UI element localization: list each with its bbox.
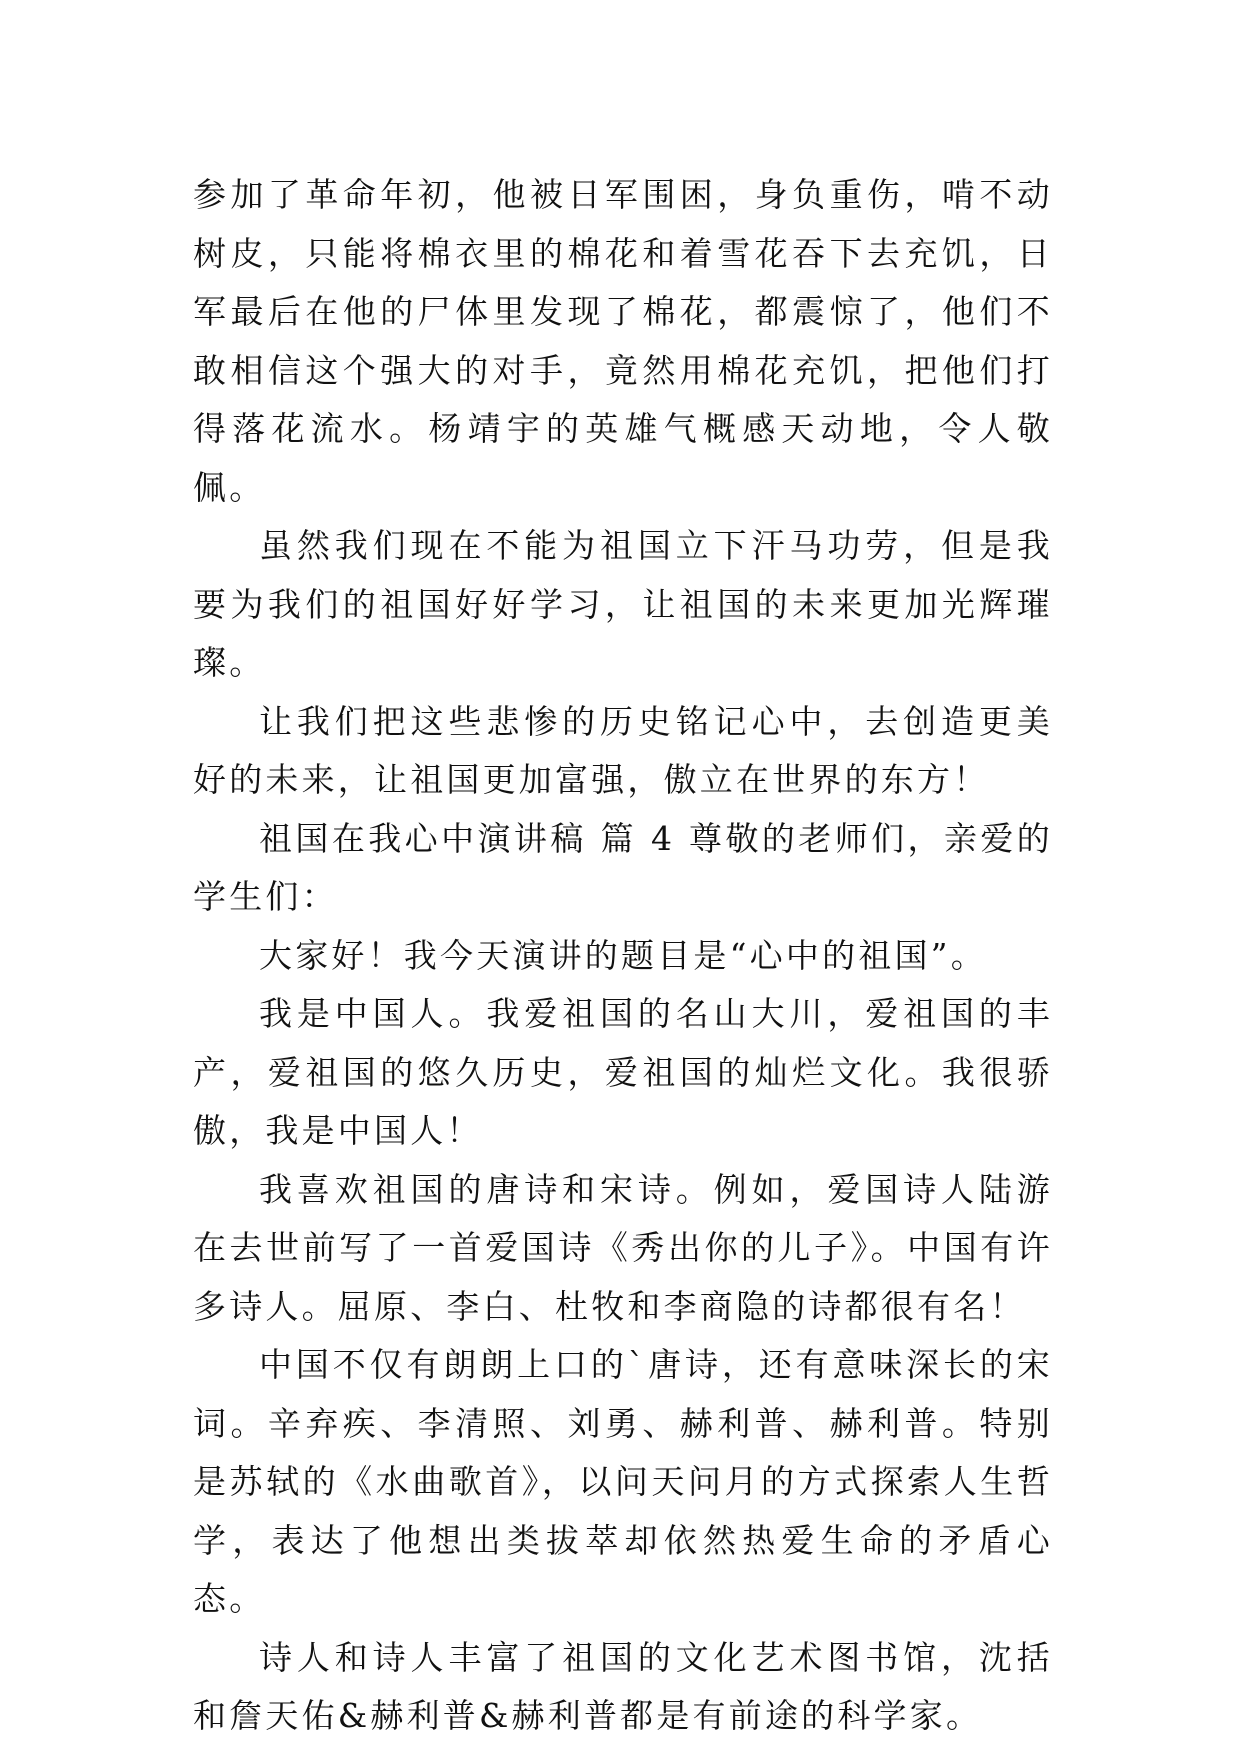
paragraph: 让我们把这些悲惨的历史铭记心中，去创造更美好的未来，让祖国更加富强，傲立在世界的东方！ bbox=[193, 701, 1053, 799]
document-body bbox=[193, 166, 1053, 1746]
section-heading-paragraph: 祖国在我心中演讲稿 篇 4 尊敬的老师们，亲爱的学生们： bbox=[193, 818, 1053, 916]
paragraph: 诗人和诗人丰富了祖国的文化艺术图书馆，沈括和詹天佑&赫利普&赫利普都是有前途的科学家。 bbox=[193, 1637, 1053, 1735]
paragraph: 我是中国人。我爱祖国的名山大川，爱祖国的丰产，爱祖国的悠久历史，爱祖国的灿烂文化。我很骄傲，我是中国人！ bbox=[193, 994, 1053, 1150]
paragraph: 大家好！我今天演讲的题目是“心中的祖国”。 bbox=[259, 935, 987, 975]
paragraph: 中国不仅有朗朗上口的`唐诗，还有意味深长的宋词。辛弃疾、李清照、刘勇、赫利普、赫利普。特别是苏轼的《水曲歌首》，以问天问月的方式探索人生哲学，表达了他想出类拔萃却依然热爱生命的矛盾心态。 bbox=[193, 1345, 1053, 1618]
paragraph: 我喜欢祖国的唐诗和宋诗。例如，爱国诗人陆游在去世前写了一首爱国诗《秀出你的儿子》。中国有许多诗人。屈原、李白、杜牧和李商隐的诗都很有名！ bbox=[193, 1169, 1053, 1326]
paragraph-continuation: 参加了革命年初，他被日军围困，身负重伤，啃不动树皮，只能将棉衣里的棉花和着雪花吞下去充饥，日军最后在他的尸体里发现了棉花，都震惊了，他们不敢相信这个强大的对手，竟然用棉花充饥，把他们打得落花流水。杨靖宇的英雄气概感天动地，令人敬佩。 bbox=[193, 175, 1053, 507]
paragraph: 虽然我们现在不能为祖国立下汗马功劳，但是我要为我们的祖国好好学习，让祖国的未来更加光辉璀璨。 bbox=[193, 526, 1053, 682]
